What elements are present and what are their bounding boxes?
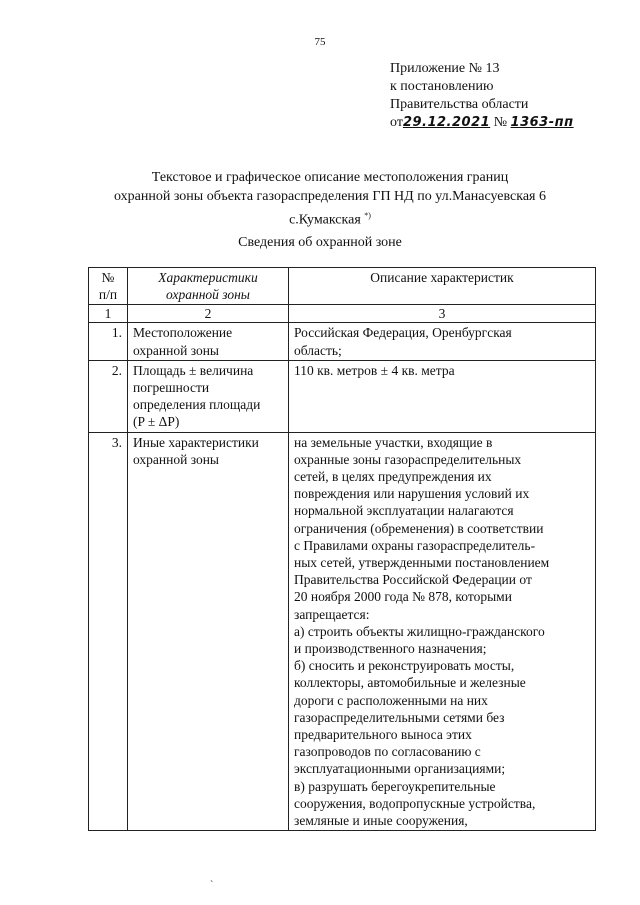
number-label: № [493, 115, 508, 130]
title-village: с.Кумакская [289, 212, 361, 228]
appendix-line: к постановлению [390, 79, 494, 94]
handwritten-number: 1363-пп [510, 115, 574, 130]
table-row [89, 432, 596, 831]
table-header-row [89, 268, 596, 305]
row-description: 110 кв. метров ± 4 кв. метра [289, 360, 596, 432]
handwritten-date: 29.12.2021 [402, 115, 491, 130]
title-line: охранной зоны объекта газораспределения ГП НД по ул.Манасуевская 6 [114, 189, 546, 204]
header-cell-description: Описание характеристик [289, 268, 596, 305]
row-number: 3. [89, 432, 128, 831]
footnote-mark: *) [364, 211, 371, 220]
row-description: на земельные участки, входящие в охранные зоны газораспределительных сетей, в целях предупреждения их повреждения или нарушения условий их нормальной эксплуатации налагаются ограничения (обременения) в соответствии с Правилами охраны газораспределитель- ных сетей, утвержденными постановлением Правительства Российской Федерации от 20 ноября 2000 года № 878, которыми запрещается: а) строить объекты жилищно-гражданского и производственного назначения; б) сносить и реконструировать мосты, коллекторы, автомобильные и железные дороги с расположенными на них газораспределительными сетями без предварительного выноса этих газопроводов по согласованию с эксплуатационными организациями; в) разрушать берегоукрепительные сооружения, водопропускные устройства, земляные и иные сооружения, [289, 432, 596, 831]
table-row [89, 323, 596, 360]
title-line: Текстовое и графическое описание местоположения границ [151, 170, 509, 185]
zone-info-table [88, 267, 596, 831]
appendix-date-line [390, 114, 574, 132]
row-description: Российская Федерация, Оренбургская область; [289, 323, 596, 360]
index-cell: 1 [89, 305, 128, 323]
scan-speck: ˋ [210, 880, 214, 891]
row-characteristic: Местоположение охранной зоны [128, 323, 289, 360]
row-number: 2. [89, 360, 128, 432]
page-number: 75 [314, 36, 326, 48]
index-cell: 2 [128, 305, 289, 323]
row-characteristic: Иные характеристики охранной зоны [128, 432, 289, 831]
appendix-line: Правительства области [390, 97, 529, 112]
appendix-line: Приложение № 13 [390, 61, 500, 76]
row-number: 1. [89, 323, 128, 360]
document-title [60, 168, 600, 230]
from-label: от [390, 115, 403, 130]
header-cell-characteristic: Характеристики охранной зоны [128, 268, 289, 305]
table-row [89, 360, 596, 432]
section-subtitle: Сведения об охранной зоне [238, 235, 402, 250]
index-cell: 3 [289, 305, 596, 323]
appendix-block [390, 60, 574, 132]
row-characteristic: Площадь ± величина погрешности определения площади (P ± ΔP) [128, 360, 289, 432]
table-index-row [89, 305, 596, 323]
title-line-3 [60, 206, 600, 230]
header-cell-num: № п/п [89, 268, 128, 305]
